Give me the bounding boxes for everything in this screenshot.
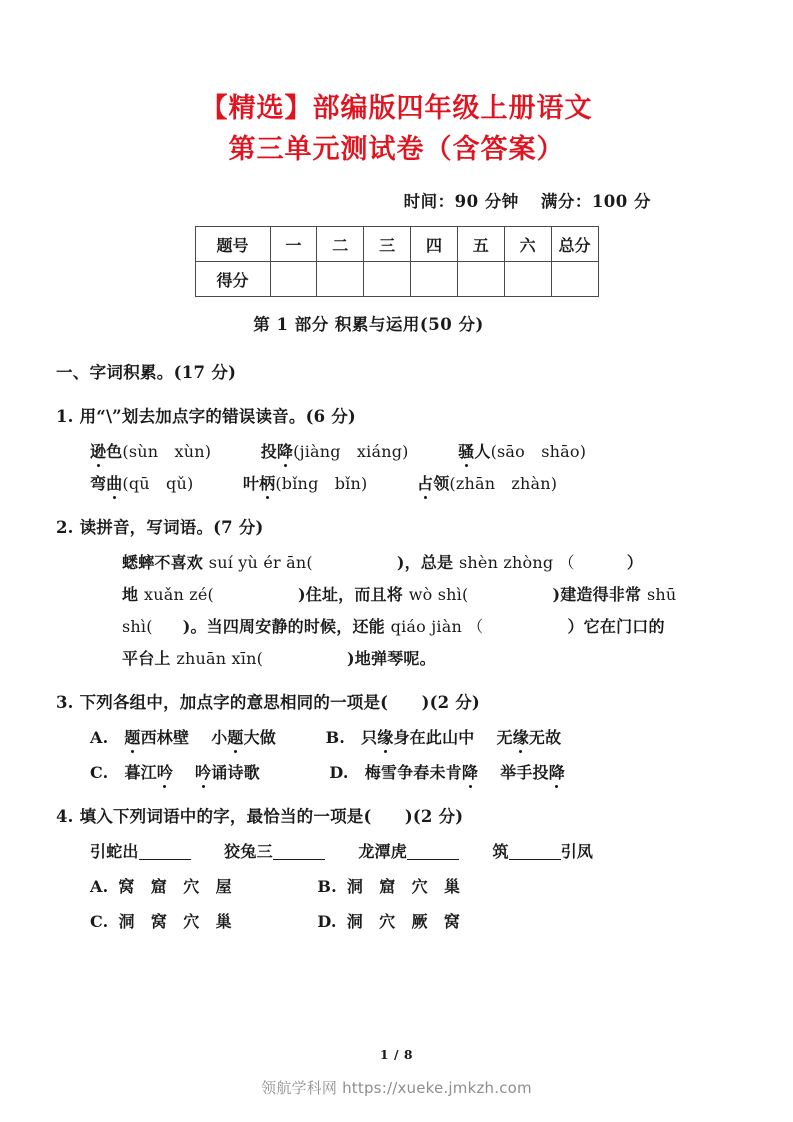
fill-blank[interactable] [273, 859, 325, 860]
idiom-text: 引蛇出 [90, 842, 139, 861]
option-d[interactable] [329, 763, 565, 782]
fill-blank[interactable] [407, 859, 459, 860]
pinyin-choices[interactable]: (sāo shāo) [490, 442, 587, 461]
option-d[interactable] [317, 912, 460, 931]
score-cell-5[interactable] [457, 262, 504, 297]
word-tail: 色 [106, 442, 123, 461]
question-3-stem: 3. 下列各组中，加点字的意思相同的一项是( )(2 分) [56, 693, 480, 712]
idiom-3 [358, 842, 459, 861]
option-c[interactable] [90, 912, 232, 931]
question-2-line-3 [122, 614, 737, 637]
pinyin-segment: qiáo jiàn （ [390, 617, 484, 636]
dotted-char: 降 [549, 760, 565, 783]
score-cell-total[interactable] [551, 262, 598, 297]
text-segment: 无故 [528, 728, 562, 747]
text-segment: 小 [211, 728, 228, 747]
dotted-char: 逊 [90, 439, 106, 462]
fill-blank[interactable] [139, 859, 191, 860]
score-table-col-total: 总分 [551, 227, 598, 262]
exam-score-label: 满分：100 分 [540, 192, 651, 211]
idiom-text: 狡兔三 [224, 842, 273, 861]
table-row-header [195, 227, 598, 262]
exam-meta [56, 188, 737, 212]
pinyin-segment: wò shì( [408, 585, 469, 604]
score-table-col-1: 一 [270, 227, 317, 262]
text-segment: 蟋蟀不喜欢 [122, 553, 209, 572]
option-label: A. [90, 728, 109, 747]
word-tail: 领 [433, 474, 450, 493]
option-label: C. [90, 763, 109, 782]
question-4-idioms [90, 839, 737, 862]
score-table-col-3: 三 [364, 227, 411, 262]
idiom-text: 引凤 [560, 842, 594, 861]
fill-blank[interactable] [509, 859, 561, 860]
dotted-char: 吟 [195, 760, 211, 783]
idiom-text: 龙潭虎 [358, 842, 407, 861]
question-1-row-2 [90, 471, 737, 494]
dotted-char: 题 [227, 725, 243, 748]
pinyin-segment: shì( [122, 617, 153, 636]
option-label: B. [317, 877, 337, 896]
score-table-col-5: 五 [457, 227, 504, 262]
text-segment: 无 [496, 728, 513, 747]
dotted-char: 柄 [259, 471, 275, 494]
text-segment: ）它在门口的 [567, 617, 665, 636]
text-segment: )住址，而且将 [297, 585, 409, 604]
question-4-options-row-1 [90, 874, 737, 897]
page-footer [0, 1047, 793, 1098]
option-a[interactable] [90, 728, 276, 747]
word-head: 弯 [90, 474, 107, 493]
text-segment: 诵诗歌 [211, 763, 260, 782]
text-segment: 身在此山中 [393, 728, 475, 747]
option-b[interactable] [317, 877, 460, 896]
pinyin-choices[interactable]: (sùn xùn) [122, 442, 212, 461]
text-segment: 举手投 [500, 763, 549, 782]
option-chars: 洞 窝 穴 巢 [118, 912, 232, 931]
word-head: 投 [260, 442, 277, 461]
score-table-wrapper [56, 226, 737, 297]
option-label: D. [317, 912, 337, 931]
page-number: 1 / 8 [379, 1047, 414, 1062]
question-2-line-4 [122, 646, 737, 669]
question-1-row-1 [90, 439, 737, 462]
text-segment: 暮江 [124, 763, 157, 782]
option-label: B. [325, 728, 346, 747]
word-tail: 人 [474, 442, 491, 461]
part-heading: 第 1 部分 积累与运用(50 分) [253, 315, 484, 334]
document-title [56, 0, 737, 170]
option-b[interactable] [326, 728, 562, 747]
score-cell-3[interactable] [364, 262, 411, 297]
score-cell-6[interactable] [504, 262, 551, 297]
title-line-2: 第三单元测试卷（含答案） [228, 134, 565, 165]
score-table-col-6: 六 [504, 227, 551, 262]
idiom-text: 筑 [492, 842, 509, 861]
pinyin-choices[interactable]: (qū qǔ) [122, 474, 194, 493]
question-2-stem: 2. 读拼音，写词语。(7 分) [56, 518, 264, 537]
question-4-options-row-2 [90, 909, 737, 932]
score-table-col-2: 二 [317, 227, 364, 262]
question-1-stem: 1. 用“\”划去加点字的错误读音。(6 分) [56, 407, 356, 426]
dotted-char: 骚 [458, 439, 474, 462]
option-label: C. [90, 912, 109, 931]
dotted-char: 降 [277, 439, 293, 462]
text-segment: )。当四周安静的时候，还能 [182, 617, 391, 636]
option-label: D. [329, 763, 349, 782]
text-segment: 平台上 [122, 649, 177, 668]
pinyin-choices[interactable]: (zhān zhàn) [449, 474, 558, 493]
text-segment: 梅雪争春未肯 [364, 763, 462, 782]
table-row-score [195, 262, 598, 297]
text-segment: 只 [361, 728, 378, 747]
pinyin-segment: shèn zhòng （ [458, 553, 575, 572]
question-4-stem: 4. 填入下列词语中的字，最恰当的一项是( )(2 分) [56, 807, 464, 826]
watermark-text: 领航学科网 https://xueke.jmkzh.com [261, 1079, 532, 1097]
pinyin-choices[interactable]: (jiàng xiáng) [293, 442, 409, 461]
option-chars: 洞 窟 穴 巢 [346, 877, 461, 896]
word-head: 叶 [242, 474, 260, 493]
text-segment: )建造得非常 [552, 585, 647, 604]
score-cell-4[interactable] [411, 262, 458, 297]
score-cell-1[interactable] [270, 262, 317, 297]
text-segment: 西林壁 [140, 728, 190, 747]
pinyin-segment: zhuān xīn( [176, 649, 264, 668]
score-row-label: 得分 [195, 262, 270, 297]
dotted-char: 缘 [513, 725, 529, 748]
option-a[interactable] [90, 877, 232, 896]
pinyin-segment: suí yù ér ān( [208, 553, 313, 572]
title-line-1: 【精选】部编版四年级上册语文 [200, 93, 593, 124]
score-table-col-4: 四 [411, 227, 458, 262]
dotted-char: 曲 [106, 471, 122, 494]
dotted-char: 题 [124, 725, 140, 748]
option-label: A. [90, 877, 109, 896]
question-3-options-row-1 [90, 725, 737, 748]
text-segment: )，总是 [396, 553, 459, 572]
pinyin-segment: shū [646, 585, 677, 604]
text-segment: 大做 [243, 728, 277, 747]
score-cell-2[interactable] [317, 262, 364, 297]
pinyin-choices[interactable]: (bǐng bǐn) [275, 474, 368, 493]
exam-time-label: 时间：90 分钟 [403, 192, 519, 211]
text-segment: 地 [122, 585, 144, 604]
dotted-char: 吟 [157, 760, 173, 783]
text-segment: ） [626, 553, 643, 572]
idiom-2 [224, 842, 325, 861]
idiom-1 [90, 842, 191, 861]
option-chars: 窝 窟 穴 屋 [118, 877, 232, 896]
question-2-line-2 [122, 582, 737, 605]
option-chars: 洞 穴 厥 窝 [346, 912, 461, 931]
question-2-line-1 [122, 550, 737, 573]
option-c[interactable] [90, 763, 260, 782]
score-table [195, 226, 599, 297]
dotted-char: 降 [462, 760, 478, 783]
question-3-options-row-2 [90, 760, 737, 783]
text-segment: )地弹琴呢。 [347, 649, 436, 668]
score-table-row-label: 题号 [195, 227, 270, 262]
dotted-char: 占 [417, 471, 433, 494]
dotted-char: 缘 [377, 725, 393, 748]
section-title-1: 一、字词积累。(17 分) [56, 363, 237, 382]
idiom-4 [493, 842, 594, 861]
pinyin-segment: xuǎn zé( [143, 585, 214, 604]
